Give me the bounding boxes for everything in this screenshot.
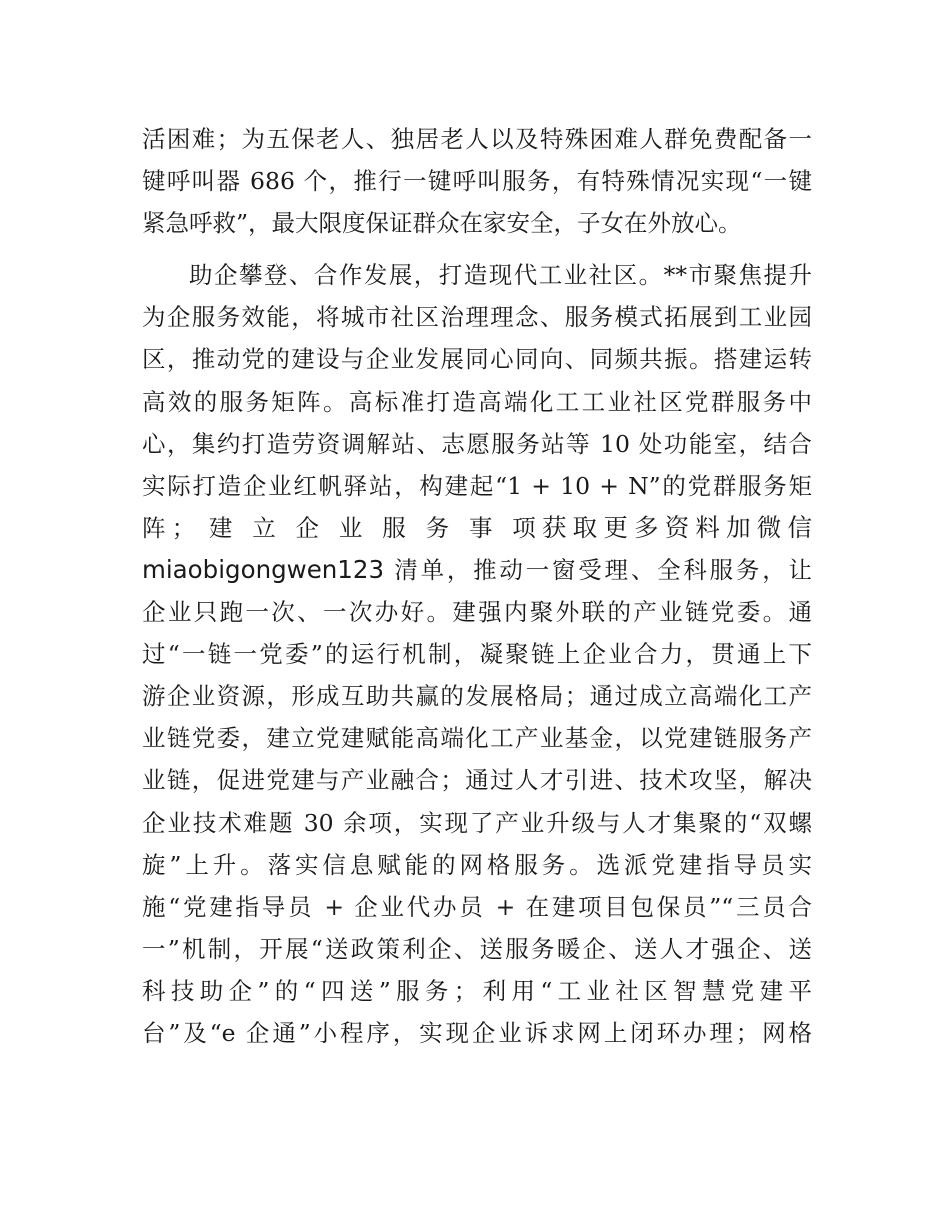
paragraph-line: 游企业资源，形成互助共赢的发展格局；通过成立高端化工产: [142, 682, 812, 711]
paragraph-line: 高效的服务矩阵。高标准打造高端化工工业社区党群服务中: [142, 387, 812, 416]
paragraph-text-segment: 阵； 建 立 企 业 服 务 事 项: [142, 513, 542, 542]
paragraph-line-with-watermark: [142, 549, 812, 591]
paragraph-line: 一”机制，开展“送政策利企、送服务暖企、送人才强企、送: [142, 934, 812, 963]
paragraph-line: 过“一链一党委”的运行机制，凝聚链上企业合力，贯通上下: [142, 640, 812, 669]
paragraph-line-with-watermark: [142, 507, 812, 549]
watermark-wechat-id: miaobigongwen123: [142, 554, 385, 584]
paragraph-line: 为企服务效能，将城市社区治理理念、服务模式拓展到工业园: [142, 303, 812, 332]
paragraph-line: 区，推动党的建设与企业发展同心同向、同频共振。搭建运转: [142, 345, 812, 374]
paragraph-line: 科技助企”的“四送”服务；利用“工业社区智慧党建平: [142, 976, 812, 1005]
paragraph-line: 业链党委，建立党建赋能高端化工产业基金，以党建链服务产: [142, 724, 812, 753]
paragraph-line: 企业技术难题 30 余项，实现了产业升级与人才集聚的“双螺: [142, 808, 812, 837]
paragraph-line: 心，集约打造劳资调解站、志愿服务站等 10 处功能室，结合: [142, 429, 812, 458]
paragraph-line: 企业只跑一次、一次办好。建强内聚外联的产业链党委。通: [142, 598, 812, 627]
paragraph-line: 助企攀登、合作发展，打造现代工业社区。**市聚焦提升: [189, 261, 812, 290]
paragraph-line: 台”及“e 企通”小程序，实现企业诉求网上闭环办理；网格: [142, 1018, 812, 1047]
paragraph-line: 活困难；为五保老人、独居老人以及特殊困难人群免费配备一: [142, 125, 812, 153]
paragraph-gap: [142, 244, 812, 254]
watermark-text: 获取更多资料加微信: [541, 512, 812, 542]
paragraph-line: 键呼叫器 686 个，推行一键呼叫服务，有特殊情况实现“一键: [142, 167, 812, 196]
paragraph-line: 实际打造企业红帆驿站，构建起“1 + 10 + N”的党群服务矩: [142, 471, 812, 500]
paragraph-line: 旋”上升。落实信息赋能的网格服务。选派党建指导员实: [142, 850, 812, 879]
document-body: [142, 118, 812, 1054]
paragraph-line: 施“党建指导员 + 企业代办员 + 在建项目包保员”“三员合: [142, 892, 812, 921]
paragraph-line: 业链，促进党建与产业融合；通过人才引进、技术攻坚，解决: [142, 766, 812, 795]
paragraph-text-segment: 清单，推动一窗受理、全科服务，让: [394, 555, 812, 584]
paragraph-line: 紧急呼救”，最大限度保证群众在家安全，子女在外放心。: [142, 209, 742, 238]
